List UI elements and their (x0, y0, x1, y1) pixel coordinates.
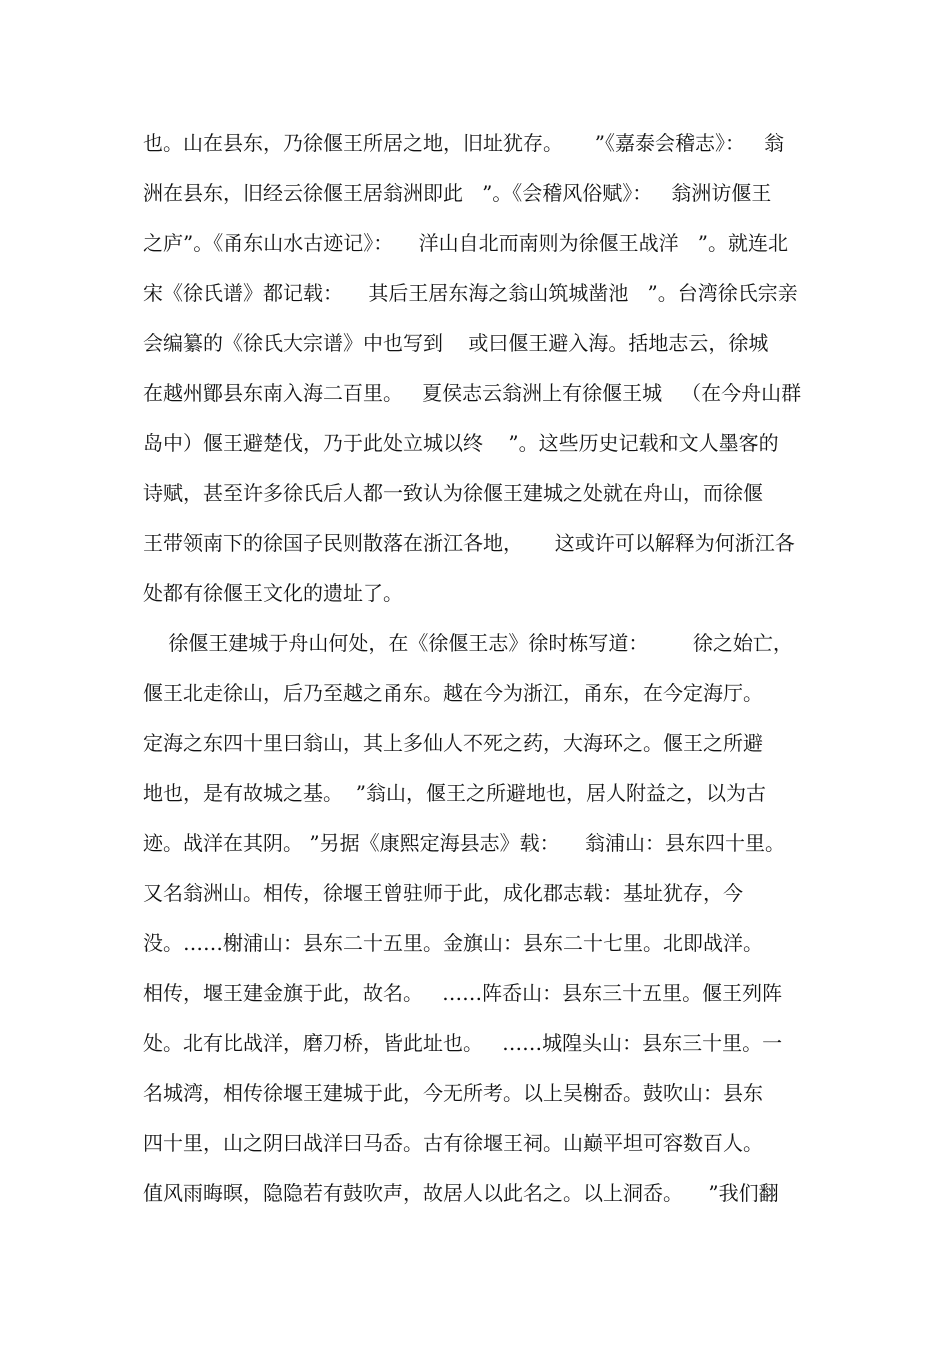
text-line: 洲在县东，旧经云徐偃王居翁洲即此 ”。《会稽风俗赋》： 翁洲访偃王 (143, 181, 772, 205)
text-line: 也。山在县东，乃徐偃王所居之地，旧址犹存。 ”《嘉泰会稽志》： 翁 (143, 131, 785, 155)
text-line: 在越州鄮县东南入海二百里。 夏侯志云翁洲上有徐偃王城 （在今舟山群 (143, 381, 802, 405)
text-line: 又名翁洲山。相传，徐堰王曾驻师于此，成化郡志载：基址犹存，今 (143, 881, 743, 905)
text-line: 没。……榭浦山：县东二十五里。金旗山：县东二十七里。北即战洋。 (143, 931, 763, 955)
text-line: 迹。战洋在其阴。 ”另据《康熙定海县志》载： 翁浦山：县东四十里。 (143, 831, 786, 855)
text-line: 诗赋，甚至许多徐氏后人都一致认为徐偃王建城之处就在舟山，而徐偃 (143, 481, 763, 505)
text-line: 四十里，山之阴曰战洋曰马岙。古有徐堰王祠。山巅平坦可容数百人。 (143, 1131, 763, 1155)
text-line: 之庐”。《甬东山水古迹记》： 洋山自北而南则为徐偃王战洋 ”。就连北 (143, 231, 788, 255)
text-line: 宋《徐氏谱》都记载： 其后王居东海之翁山筑城凿池 ”。台湾徐氏宗亲 (143, 281, 798, 305)
text-line: 偃王北走徐山，后乃至越之甬东。越在今为浙江，甬东，在今定海厅。 (143, 681, 763, 705)
text-line: 处。北有比战洋，磨刀桥，皆此址也。 ……城隍头山：县东三十里。一 (143, 1031, 783, 1055)
text-line: 王带领南下的徐国子民则散落在浙江各地， 这或许可以解释为何浙江各 (143, 531, 795, 555)
text-line: 名城湾，相传徐堰王建城于此，今无所考。以上吴榭岙。鼓吹山：县东 (143, 1081, 763, 1105)
text-line: 会编纂的《徐氏大宗谱》中也写到 或曰偃王避入海。括地志云，徐城 (143, 331, 769, 355)
text-line: 定海之东四十里曰翁山，其上多仙人不死之药，大海环之。偃王之所避 (143, 731, 763, 755)
text-line: 地也，是有故城之基。 ”翁山，偃王之所避地也，居人附益之，以为古 (143, 781, 766, 805)
text-line: 值风雨晦暝，隐隐若有鼓吹声，故居人以此名之。以上洞岙。 ”我们翻 (143, 1181, 779, 1205)
text-line: 徐偃王建城于舟山何处，在《徐偃王志》徐时栋写道： 徐之始亡， (143, 631, 793, 655)
text-line: 相传，堰王建金旗于此，故名。 ……阵岙山：县东三十五里。偃王列阵 (143, 981, 783, 1005)
text-line: 处都有徐偃王文化的遗址了。 (143, 581, 403, 605)
text-line: 岛中）偃王避楚伐，乃于此处立城以终 ”。这些历史记载和文人墨客的 (143, 431, 779, 455)
